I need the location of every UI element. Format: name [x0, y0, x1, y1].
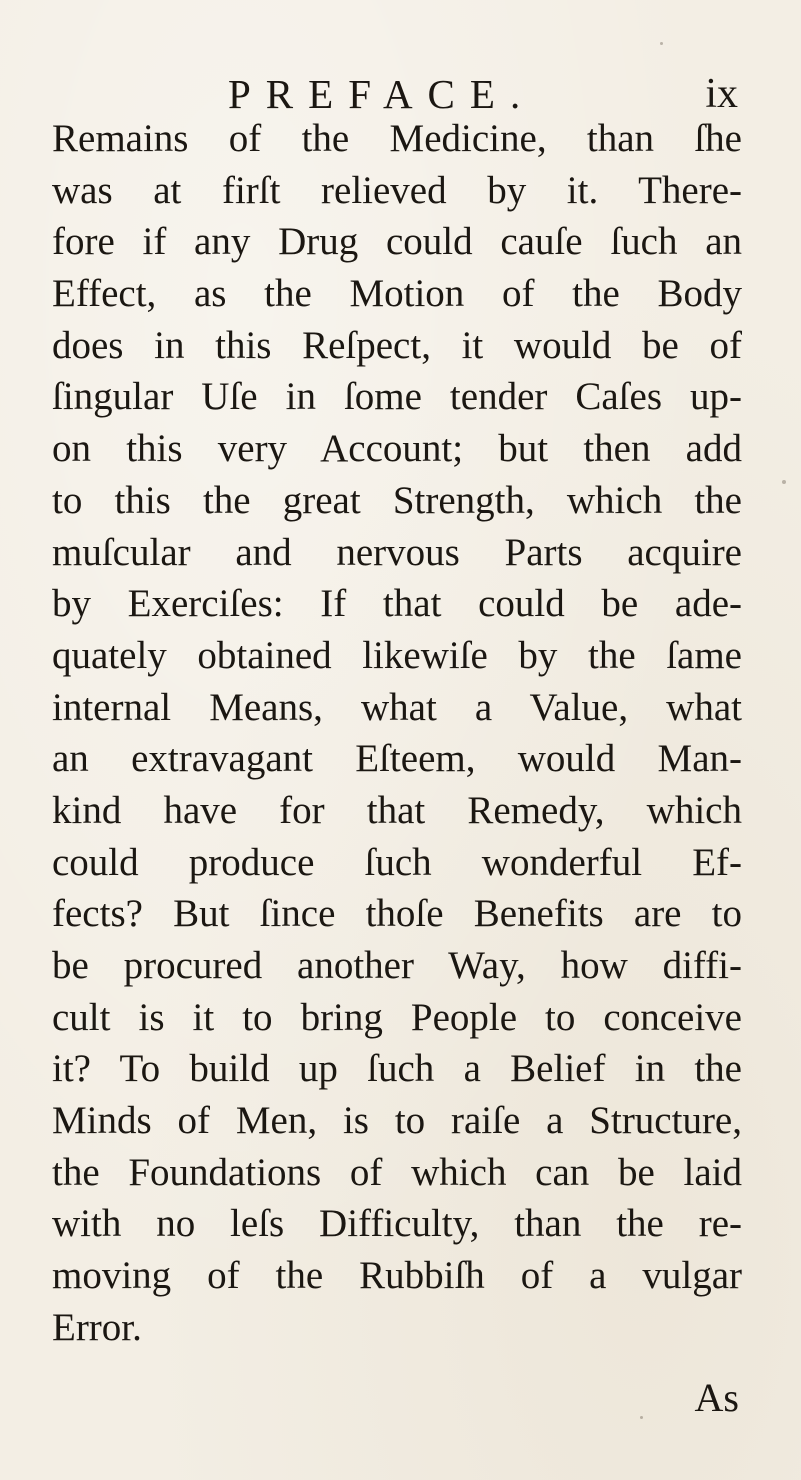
text-line: it? To build up ſuch a Belief in the	[52, 1047, 742, 1091]
text-line: kind have for that Remedy, which	[52, 788, 742, 832]
text-line: Minds of Men, is to raiſe a Structure,	[52, 1099, 742, 1143]
paper-speck	[782, 480, 786, 484]
text-line: Error.	[52, 1305, 142, 1349]
running-title: PREFACE.	[228, 71, 536, 117]
text-line: quately obtained likewiſe by the ſame	[52, 633, 742, 677]
text-line: ſingular Uſe in ſome tender Caſes up-	[52, 375, 742, 419]
text-line: does in this Reſpect, it would be of	[52, 323, 742, 367]
text-line: internal Means, what a Value, what	[52, 685, 742, 729]
text-line: to this the great Strength, which the	[52, 478, 742, 522]
text-line: with no leſs Difficulty, than the re-	[52, 1202, 742, 1246]
text-line: was at firſt relieved by it. There-	[52, 168, 742, 212]
text-line: fects? But ſince thoſe Benefits are to	[52, 892, 742, 936]
text-line: Effect, as the Motion of the Body	[52, 272, 742, 316]
page-number: ix	[705, 71, 738, 117]
paper-speck	[640, 1416, 643, 1419]
text-line: Remains of the Medicine, than ſhe	[52, 117, 742, 160]
body-text	[52, 113, 742, 1354]
text-line: cult is it to bring People to conceive	[52, 995, 742, 1039]
text-line: could produce ſuch wonderful Ef-	[52, 840, 742, 884]
catchword: As	[694, 1375, 739, 1420]
text-line: moving of the Rubbiſh of a vulgar	[52, 1254, 742, 1298]
text-line: be procured another Way, how diffi-	[52, 944, 742, 987]
text-line: the Foundations of which can be laid	[52, 1150, 742, 1194]
text-line: on this very Account; but then add	[52, 427, 742, 471]
text-line: by Exerciſes: If that could be ade-	[52, 582, 742, 626]
paper-speck	[660, 42, 663, 45]
text-line: muſcular and nervous Parts acquire	[52, 530, 742, 574]
text-line: an extravagant Eſteem, would Man-	[52, 737, 742, 781]
text-line: fore if any Drug could cauſe ſuch an	[52, 220, 742, 264]
